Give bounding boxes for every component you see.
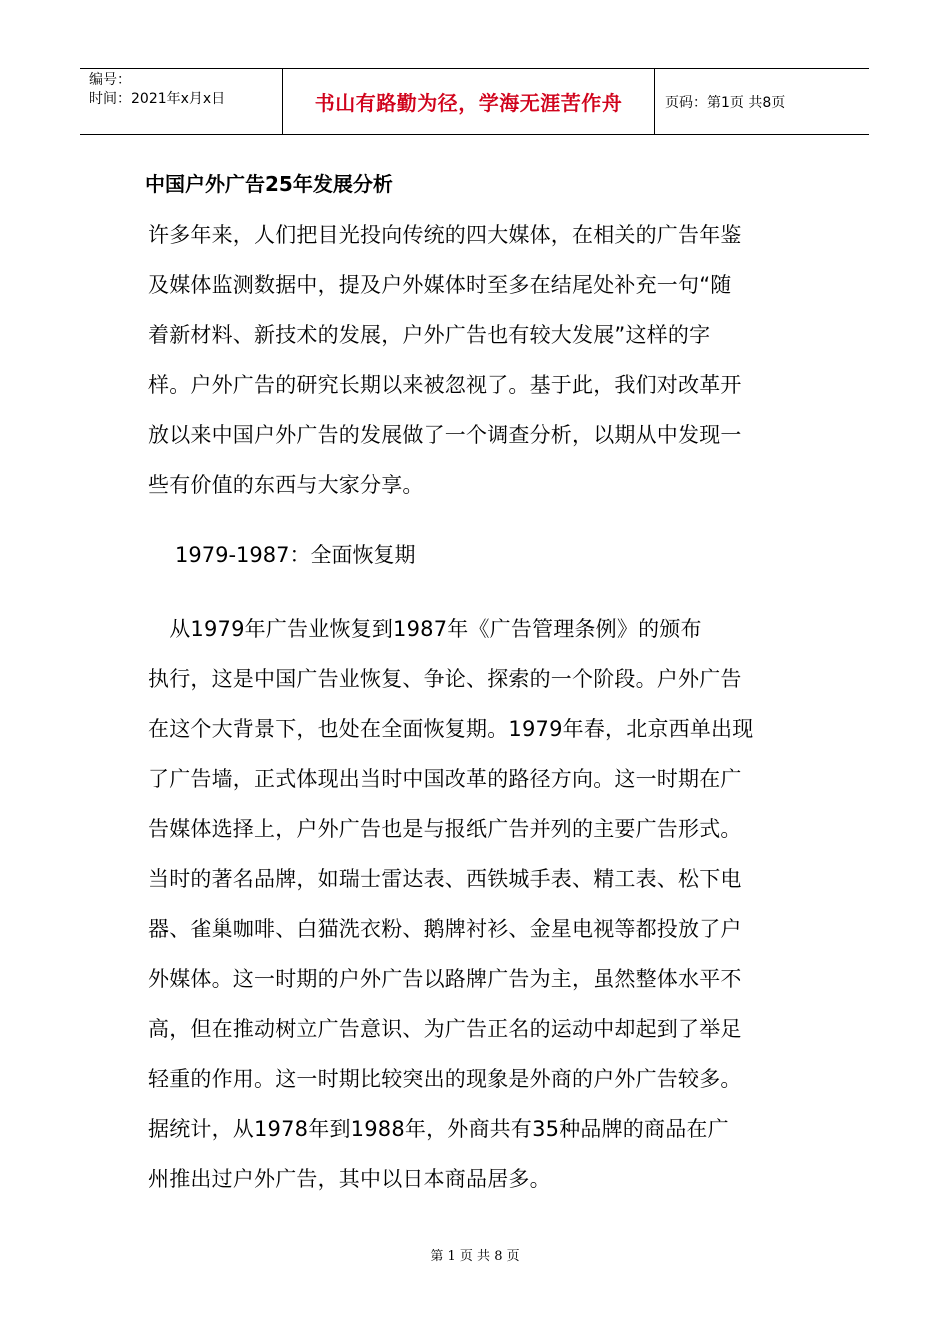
page-header <box>80 68 869 135</box>
intro-paragraph <box>148 210 798 510</box>
section-heading: 1979-1987：全面恢复期 <box>175 543 416 567</box>
paragraph-line: 在这个大背景下，也处在全面恢复期。1979年春，北京西单出现 <box>148 717 754 741</box>
paragraph-line: 据统计，从1978年到1988年，外商共有35种品牌的商品在广 <box>148 1117 729 1141</box>
document-title: 中国户外广告25年发展分析 <box>145 172 393 196</box>
paragraph-line: 当时的著名品牌，如瑞士雷达表、西铁城手表、精工表、松下电 <box>148 867 742 891</box>
paragraph-line: 着新材料、新技术的发展，户外广告也有较大发展”这样的字 <box>148 323 711 347</box>
paragraph-line: 放以来中国户外广告的发展做了一个调查分析，以期从中发现一 <box>148 423 742 447</box>
paragraph-line: 高，但在推动树立广告意识、为广告正名的运动中却起到了举足 <box>148 1017 742 1041</box>
footer-page-number: 第 1 页 共 8 页 <box>430 1249 520 1264</box>
section-paragraph <box>148 604 798 1204</box>
paragraph-line: 及媒体监测数据中，提及户外媒体时至多在结尾处补充一句“随 <box>148 273 732 297</box>
paragraph-line: 外媒体。这一时期的户外广告以路牌广告为主，虽然整体水平不 <box>148 967 742 991</box>
paragraph-line: 执行，这是中国广告业恢复、争论、探索的一个阶段。户外广告 <box>148 667 742 691</box>
header-meta-cell <box>80 69 283 134</box>
paragraph-line: 告媒体选择上，户外广告也是与报纸广告并列的主要广告形式。 <box>148 817 742 841</box>
paragraph-line: 了广告墙，正式体现出当时中国改革的路径方向。这一时期在广 <box>148 767 742 791</box>
paragraph-line: 从1979年广告业恢复到1987年《广告管理条例》的颁布 <box>148 617 702 641</box>
paragraph-line: 许多年来，人们把目光投向传统的四大媒体，在相关的广告年鉴 <box>148 223 742 247</box>
paragraph-line: 器、雀巢咖啡、白猫洗衣粉、鹅牌衬衫、金星电视等都投放了户 <box>148 917 742 941</box>
paragraph-line: 些有价值的东西与大家分享。 <box>148 473 424 497</box>
paragraph-line: 州推出过户外广告，其中以日本商品居多。 <box>148 1167 551 1191</box>
header-page-cell <box>655 69 869 134</box>
header-motto: 书山有路勤为径，学海无涯苦作舟 <box>314 91 623 115</box>
document-number-label: 编号： <box>89 72 131 88</box>
header-page-info: 页码：第1页 共8页 <box>665 94 786 111</box>
header-motto-cell <box>283 69 655 134</box>
paragraph-line: 轻重的作用。这一时期比较突出的现象是外商的户外广告较多。 <box>148 1067 742 1091</box>
page-footer <box>0 1245 950 1264</box>
document-time-label: 时间：2021年x月x日 <box>89 91 226 107</box>
paragraph-line: 样。户外广告的研究长期以来被忽视了。基于此，我们对改革开 <box>148 373 742 397</box>
